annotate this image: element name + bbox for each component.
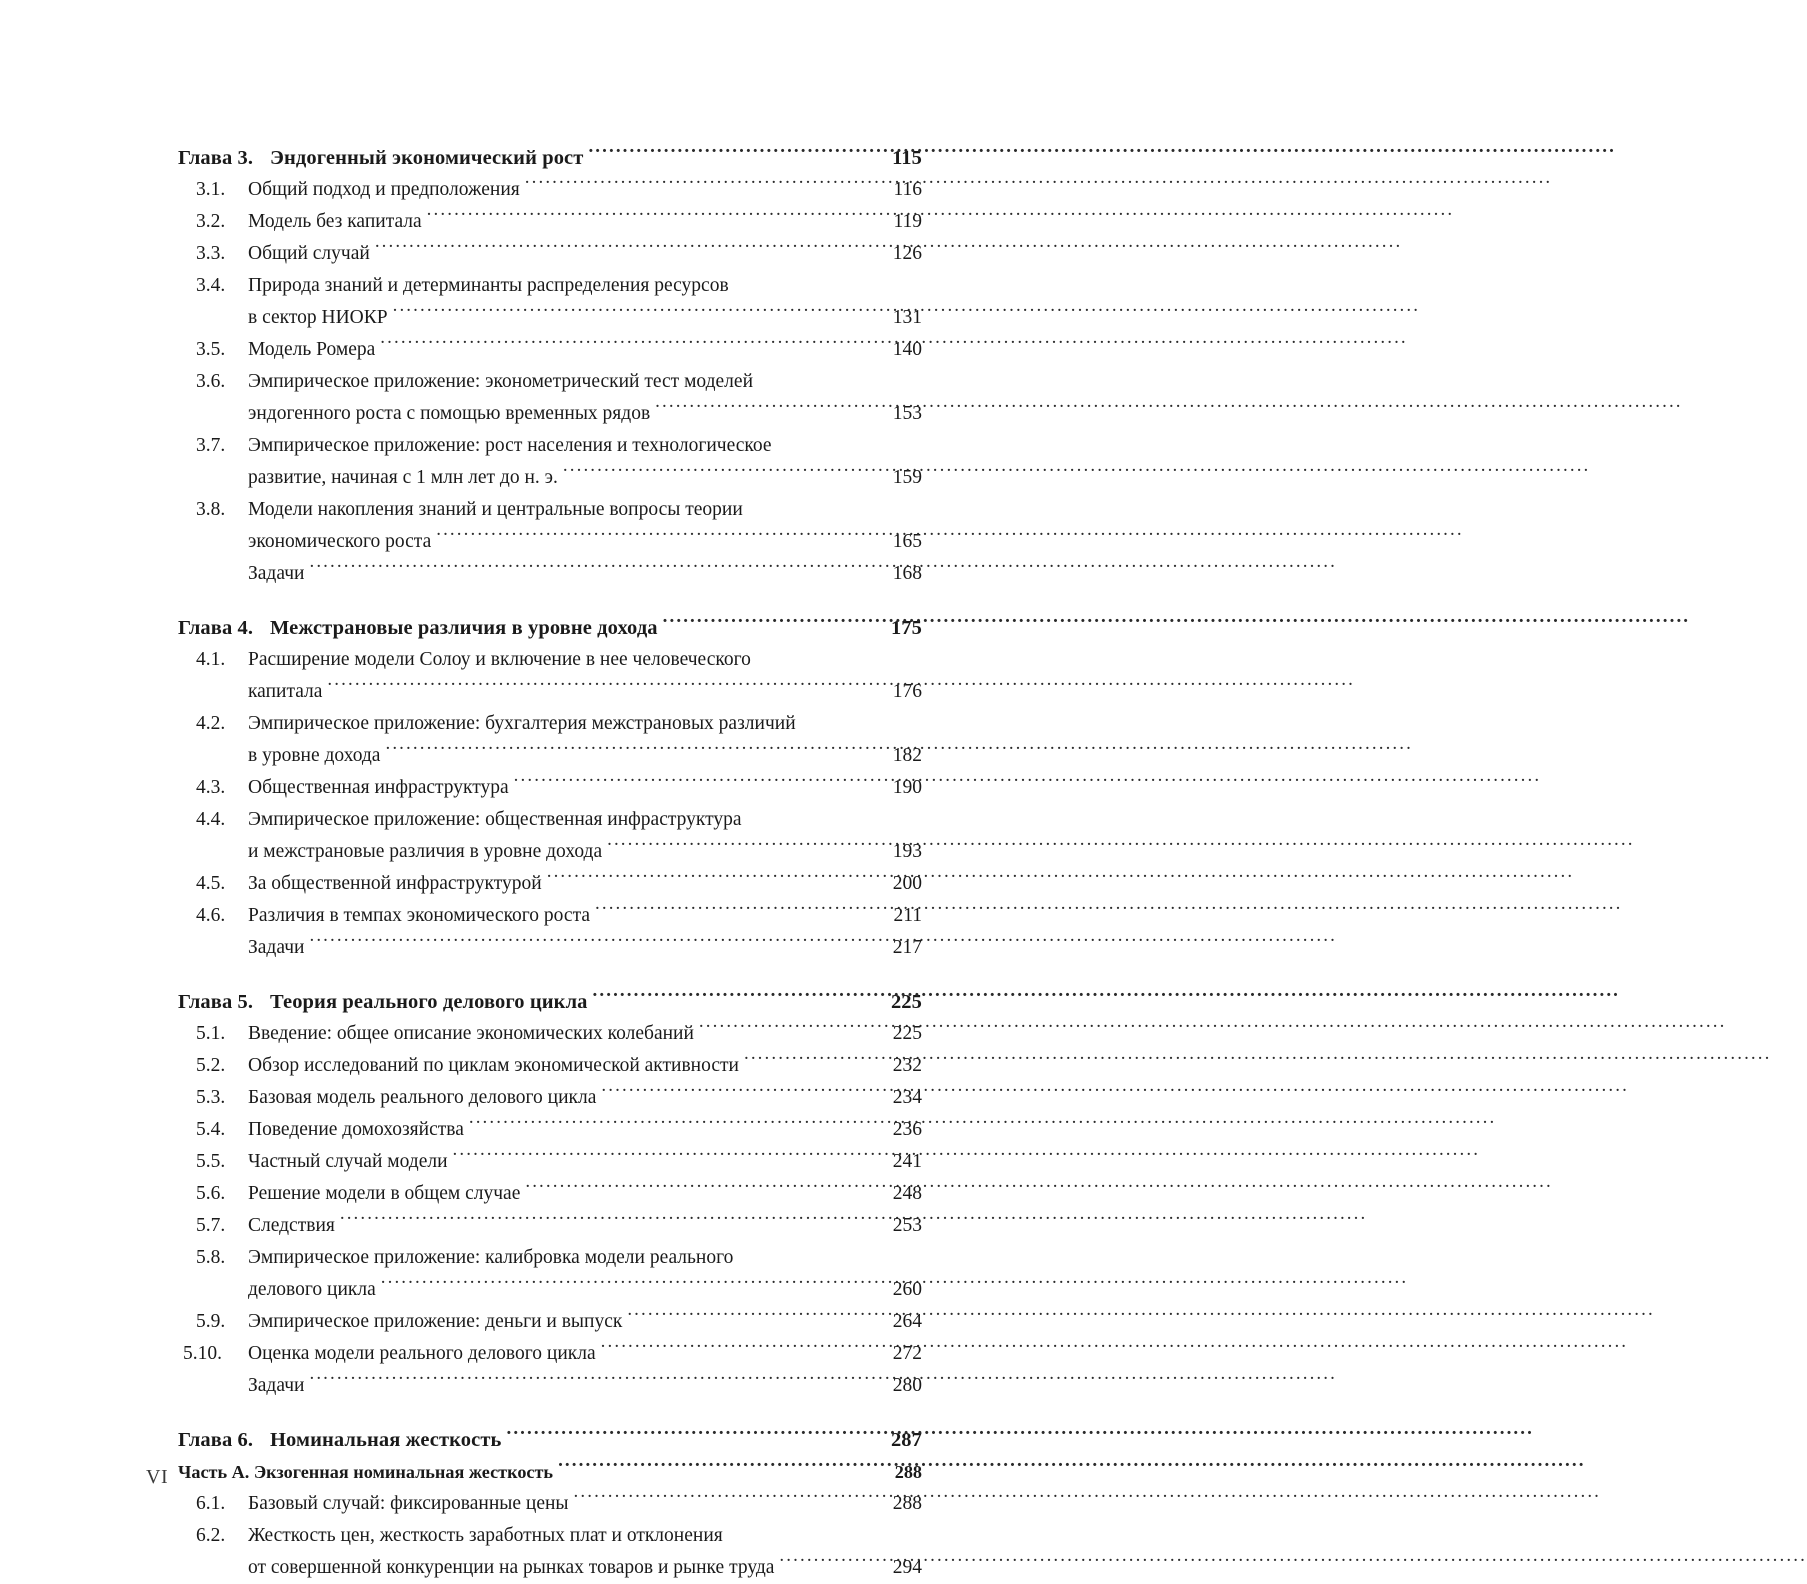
section-title: Общественная инфраструктура [248, 777, 509, 798]
dot-leader [427, 208, 880, 228]
chapter-page-number: 287 [890, 1429, 922, 1451]
section-page-number: 190 [892, 777, 922, 798]
section-page-number: 294 [892, 1557, 922, 1578]
section-number: 5.1. [196, 1023, 226, 1044]
toc-entry-line [178, 334, 922, 366]
tasks-entry [178, 558, 922, 590]
section-number: 3.6. [196, 371, 226, 392]
section-page-number: 260 [892, 1279, 922, 1300]
toc-entry [178, 772, 922, 804]
chapter-number: Глава 3. [178, 147, 254, 169]
section-number: 6.1. [196, 1493, 226, 1514]
section-title: Различия в темпах экономического роста [248, 905, 590, 926]
chapter-title: Теория реального делового цикла [270, 991, 588, 1013]
section-title-continued: развитие, начиная с 1 млн лет до н. э. [248, 467, 558, 488]
section-title: Эмпирическое приложение: калибровка модели реального [248, 1247, 734, 1268]
dot-leader [563, 464, 880, 484]
section-number: 5.7. [196, 1215, 226, 1236]
section-title: Эмпирическое приложение: общественная инфраструктура [248, 809, 742, 830]
chapter-title: Номинальная жесткость [270, 1429, 502, 1451]
chapter-number: Глава 6. [178, 1429, 254, 1451]
section-page-number: 159 [892, 467, 922, 488]
section-page-number: 140 [892, 339, 922, 360]
section-title: Расширение модели Солоу и включение в нее человеческого [248, 649, 751, 670]
chapter-number: Глава 4. [178, 617, 254, 639]
section-title-continued: экономического роста [248, 531, 432, 552]
section-page-number: 176 [892, 681, 922, 702]
section-page-number: 234 [892, 1087, 922, 1108]
table-of-contents [178, 142, 922, 1584]
toc-entry [178, 644, 922, 708]
section-number: 5.6. [196, 1183, 226, 1204]
dot-leader [779, 1554, 880, 1574]
section-title: Поведение домохозяйства [248, 1119, 464, 1140]
dot-leader [309, 1372, 880, 1392]
dot-leader [385, 742, 880, 762]
toc-entry [178, 430, 922, 494]
tasks-entry-line [178, 558, 922, 590]
section-number: 5.2. [196, 1055, 226, 1076]
dot-leader [547, 870, 880, 890]
section-number: 5.5. [196, 1151, 226, 1172]
section-title: Эмпирическое приложение: деньги и выпуск [248, 1311, 623, 1332]
tasks-entry-line [178, 1370, 922, 1402]
section-number: 5.3. [196, 1087, 226, 1108]
dot-leader [436, 528, 880, 548]
section-number: 3.4. [196, 275, 226, 296]
dot-leader [514, 774, 880, 794]
section-number: 5.10. [183, 1343, 222, 1364]
toc-entry-continuation [178, 1552, 922, 1584]
section-title: Обзор исследований по циклам экономической активности [248, 1055, 739, 1076]
section-page-number: 288 [892, 1493, 922, 1514]
page-folio: VI [146, 1466, 169, 1488]
section-title: Решение модели в общем случае [248, 1183, 521, 1204]
section-title: Природа знаний и детерминанты распределения ресурсов [248, 275, 729, 296]
section-page-number: 248 [892, 1183, 922, 1204]
section-title: Модель без капитала [248, 211, 422, 232]
section-page-number: 193 [892, 841, 922, 862]
tasks-entry-line [178, 932, 922, 964]
section-page-number: 126 [892, 243, 922, 264]
chapter-page-number: 175 [890, 617, 922, 639]
section-title: Базовая модель реального делового цикла [248, 1087, 597, 1108]
dot-leader [309, 560, 880, 580]
section-page-number: 116 [893, 179, 922, 200]
tasks-page-number: 168 [892, 563, 922, 584]
chapter-page-number: 225 [890, 991, 922, 1013]
tasks-entry [178, 1370, 922, 1402]
chapter-block [178, 590, 922, 964]
section-title-continued: делового цикла [248, 1279, 376, 1300]
chapter-title: Эндогенный экономический рост [270, 147, 584, 169]
section-title: Следствия [248, 1215, 335, 1236]
section-number: 3.3. [196, 243, 226, 264]
chapter-heading [178, 612, 922, 644]
dot-leader [327, 678, 880, 698]
part-title: Часть А. Экзогенная номинальная жесткость [178, 1462, 554, 1482]
section-number: 4.1. [196, 649, 226, 670]
section-page-number: 200 [892, 873, 922, 894]
section-number: 3.8. [196, 499, 226, 520]
dot-leader [595, 902, 880, 922]
section-title: Общий случай [248, 243, 370, 264]
dot-leader [506, 1426, 880, 1447]
toc-entry [178, 1210, 922, 1242]
dot-leader [393, 304, 880, 324]
dot-leader [607, 838, 880, 858]
section-title-continued: капитала [248, 681, 323, 702]
section-title: Эмпирическое приложение: эконометрический тест моделей [248, 371, 754, 392]
toc-entry-continuation [178, 398, 922, 430]
toc-entry [178, 1488, 922, 1520]
section-title: Оценка модели реального делового цикла [248, 1343, 596, 1364]
section-title: Модели накопления знаний и центральные вопросы теории [248, 499, 743, 520]
section-page-number: 253 [892, 1215, 922, 1236]
section-title: Модель Ромера [248, 339, 376, 360]
section-page-number: 264 [892, 1311, 922, 1332]
section-number: 3.7. [196, 435, 226, 456]
section-title-continued: в уровне дохода [248, 745, 381, 766]
dot-leader [380, 336, 880, 356]
section-number: 3.2. [196, 211, 226, 232]
dot-leader [627, 1308, 880, 1328]
toc-entry [178, 238, 922, 270]
section-title-continued: эндогенного роста с помощью временных рядов [248, 403, 651, 424]
section-number: 3.1. [196, 179, 226, 200]
section-page-number: 131 [892, 307, 922, 328]
section-title-continued: в сектор НИОКР [248, 307, 388, 328]
toc-entry [178, 1520, 922, 1584]
part-page-number: 288 [894, 1462, 922, 1482]
tasks-label: Задачи [248, 937, 305, 958]
tasks-label: Задачи [248, 1375, 305, 1396]
tasks-page-number: 280 [892, 1375, 922, 1396]
section-title: За общественной инфраструктурой [248, 873, 542, 894]
dot-leader [663, 614, 880, 635]
section-number: 5.8. [196, 1247, 226, 1268]
chapter-block [178, 964, 922, 1402]
section-page-number: 119 [893, 211, 922, 232]
dot-leader [375, 240, 880, 260]
section-number: 4.2. [196, 713, 226, 734]
tasks-entry [178, 932, 922, 964]
dot-leader [525, 1180, 880, 1200]
section-number: 4.5. [196, 873, 226, 894]
chapter-block [178, 142, 922, 590]
section-page-number: 211 [893, 905, 922, 926]
section-page-number: 272 [892, 1343, 922, 1364]
section-title: Введение: общее описание экономических колебаний [248, 1023, 694, 1044]
section-title: Жесткость цен, жесткость заработных плат и отклонения [248, 1525, 723, 1546]
section-page-number: 236 [892, 1119, 922, 1140]
toc-entry-line [178, 772, 922, 804]
dot-leader [744, 1052, 880, 1072]
section-page-number: 225 [892, 1023, 922, 1044]
dot-leader [525, 176, 880, 196]
section-page-number: 165 [892, 531, 922, 552]
dot-leader [381, 1276, 880, 1296]
section-title: Эмпирическое приложение: рост населения и технологическое [248, 435, 772, 456]
dot-leader [601, 1340, 880, 1360]
chapter-block [178, 1402, 922, 1584]
dot-leader [699, 1020, 880, 1040]
dot-leader [601, 1084, 880, 1104]
section-title: Частный случай модели [248, 1151, 448, 1172]
chapter-page-number: 115 [892, 147, 922, 169]
section-number: 4.4. [196, 809, 226, 830]
dot-leader [655, 400, 880, 420]
section-title: Базовый случай: фиксированные цены [248, 1493, 569, 1514]
section-number: 6.2. [196, 1525, 226, 1546]
chapter-heading-line [178, 612, 922, 644]
toc-entry-line [178, 1488, 922, 1520]
section-page-number: 241 [892, 1151, 922, 1172]
section-title-continued: от совершенной конкуренции на рынках товаров и рынке труда [248, 1557, 775, 1578]
dot-leader [453, 1148, 880, 1168]
chapter-title: Межстрановые различия в уровне дохода [270, 617, 658, 639]
section-page-number: 232 [892, 1055, 922, 1076]
dot-leader [340, 1212, 880, 1232]
section-number: 3.5. [196, 339, 226, 360]
section-title: Эмпирическое приложение: бухгалтерия межстрановых различий [248, 713, 796, 734]
chapter-number: Глава 5. [178, 991, 254, 1013]
section-title-continued: и межстрановые различия в уровне дохода [248, 841, 603, 862]
section-number: 4.3. [196, 777, 226, 798]
section-page-number: 182 [892, 745, 922, 766]
section-title: Общий подход и предположения [248, 179, 520, 200]
toc-entry-line [178, 238, 922, 270]
tasks-label: Задачи [248, 563, 305, 584]
toc-entry [178, 334, 922, 366]
toc-entry-line [178, 1210, 922, 1242]
section-page-number: 153 [892, 403, 922, 424]
toc-entry-continuation [178, 462, 922, 494]
dot-leader [574, 1490, 880, 1510]
dot-leader [469, 1116, 880, 1136]
tasks-page-number: 217 [892, 937, 922, 958]
section-number: 4.6. [196, 905, 226, 926]
section-number: 5.9. [196, 1311, 226, 1332]
dot-leader [309, 934, 880, 954]
toc-entry [178, 366, 922, 430]
section-number: 5.4. [196, 1119, 226, 1140]
toc-entry-continuation [178, 676, 922, 708]
